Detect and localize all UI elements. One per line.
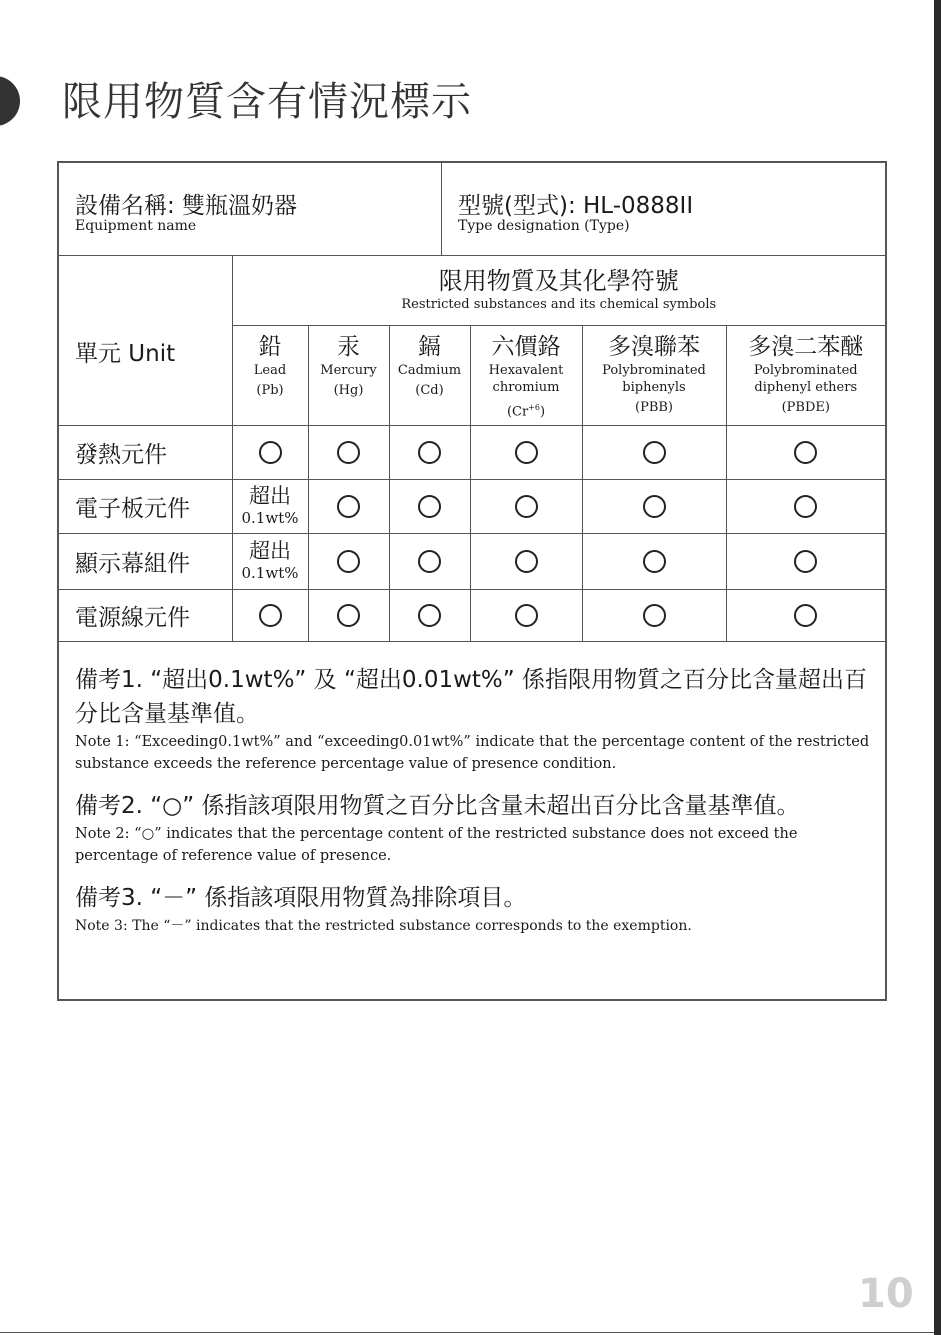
column-header-lead bbox=[232, 325, 308, 425]
column-symbol: $(Cr^{+6})$ bbox=[506, 402, 546, 419]
table-row bbox=[59, 589, 885, 641]
substances-table bbox=[59, 255, 885, 642]
column-en: Polybrominated biphenyls bbox=[602, 362, 706, 395]
column-symbol: (Pb) bbox=[256, 382, 284, 398]
page-edge-bar bbox=[934, 0, 941, 1335]
cell-ok bbox=[308, 589, 389, 641]
equipment-name-en: Equipment name bbox=[75, 218, 197, 234]
cell-ok bbox=[582, 479, 726, 533]
row-label: 電子板元件 bbox=[59, 479, 232, 533]
cell-ok bbox=[582, 425, 726, 479]
circle-mark-icon bbox=[515, 441, 538, 464]
table-row bbox=[59, 533, 885, 589]
type-designation-cell bbox=[442, 163, 885, 255]
circle-mark-icon bbox=[794, 550, 817, 573]
cell-exceeds bbox=[232, 479, 308, 533]
cell-ok bbox=[726, 589, 885, 641]
equipment-name: 設備名稱: 雙瓶溫奶器 bbox=[75, 193, 298, 219]
column-zh: 汞 bbox=[337, 333, 360, 360]
circle-mark-icon bbox=[418, 604, 441, 627]
column-header-pbde bbox=[726, 325, 885, 425]
row-label: 發熱元件 bbox=[59, 425, 232, 479]
group-title: 限用物質及其化學符號 bbox=[438, 266, 679, 295]
column-symbol: (Cd) bbox=[415, 382, 444, 398]
cell-ok bbox=[726, 425, 885, 479]
column-symbol: (Hg) bbox=[333, 382, 364, 398]
circle-mark-icon bbox=[515, 550, 538, 573]
equipment-info-row bbox=[59, 163, 885, 256]
cell-ok bbox=[470, 425, 582, 479]
equipment-name-cell bbox=[59, 163, 442, 255]
circle-mark-icon bbox=[643, 604, 666, 627]
circle-mark-icon bbox=[259, 441, 282, 464]
page-bottom-rule bbox=[0, 1332, 934, 1333]
note-3-zh: 備考3. “－” 係指該項限用物質為排除項目。 bbox=[75, 885, 527, 911]
cell-ok bbox=[232, 589, 308, 641]
circle-mark-icon bbox=[418, 550, 441, 573]
column-en: Lead bbox=[253, 362, 287, 378]
column-en: Cadmium bbox=[397, 362, 462, 378]
restricted-substances-declaration bbox=[57, 161, 887, 1001]
circle-mark-icon bbox=[337, 550, 360, 573]
cell-ok bbox=[726, 533, 885, 589]
group-title-en: Restricted substances and its chemical symbols bbox=[401, 296, 717, 312]
type-designation-en: Type designation (Type) bbox=[458, 218, 630, 234]
column-zh: 六價鉻 bbox=[491, 333, 561, 360]
table-row bbox=[59, 425, 885, 479]
column-header-cadmium bbox=[389, 325, 470, 425]
column-symbol: (PBB) bbox=[635, 399, 673, 415]
section-tab-marker bbox=[0, 76, 20, 126]
page-number: 10 bbox=[858, 1271, 914, 1317]
circle-mark-icon bbox=[643, 550, 666, 573]
cell-ok bbox=[470, 589, 582, 641]
type-designation: 型號(型式): HL-0888II bbox=[458, 193, 694, 219]
circle-mark-icon bbox=[643, 441, 666, 464]
circle-mark-icon bbox=[515, 604, 538, 627]
cell-ok bbox=[389, 589, 470, 641]
column-header-hexavalent-chromium bbox=[470, 325, 582, 425]
cell-ok bbox=[582, 533, 726, 589]
note-2-en: Note 2: “○” indicates that the percentage content of the restricted substance does not exceed the percentage of reference value of presence. bbox=[75, 826, 798, 864]
column-en: Hexavalent chromium bbox=[488, 362, 564, 395]
note-1-zh: 備考1. “超出0.1wt%” 及 “超出0.01wt%” 係指限用物質之百分比含量超出百分比含量基準值。 bbox=[75, 667, 868, 727]
cell-ok bbox=[308, 533, 389, 589]
column-en: Polybrominated diphenyl ethers bbox=[753, 362, 858, 395]
exceed-label: 超出 bbox=[249, 539, 291, 563]
cell-ok bbox=[308, 479, 389, 533]
circle-mark-icon bbox=[337, 441, 360, 464]
cell-ok bbox=[582, 589, 726, 641]
row-label: 顯示幕組件 bbox=[59, 533, 232, 589]
unit-label: 單元 Unit bbox=[75, 341, 176, 367]
circle-mark-icon bbox=[794, 604, 817, 627]
column-zh: 鉛 bbox=[258, 333, 282, 360]
circle-mark-icon bbox=[794, 495, 817, 518]
cell-ok bbox=[726, 479, 885, 533]
note-1-en: Note 1: “Exceeding0.1wt%” and “exceeding0.01wt%” indicate that the percentage content of the restricted substance exceeds the reference percentage value of presence condition. bbox=[75, 734, 870, 772]
page-title: 限用物質含有情況標示 bbox=[62, 79, 472, 125]
cell-ok bbox=[389, 425, 470, 479]
row-label: 電源線元件 bbox=[59, 589, 232, 641]
circle-mark-icon bbox=[259, 604, 282, 627]
circle-mark-icon bbox=[794, 441, 817, 464]
column-zh: 鎘 bbox=[418, 333, 441, 360]
table-row bbox=[59, 479, 885, 533]
circle-mark-icon bbox=[337, 604, 360, 627]
substances-group-header bbox=[232, 255, 885, 325]
circle-mark-icon bbox=[515, 495, 538, 518]
unit-header bbox=[59, 255, 232, 425]
cell-ok bbox=[389, 533, 470, 589]
circle-mark-icon bbox=[418, 441, 441, 464]
column-zh: 多溴二苯醚 bbox=[748, 333, 864, 360]
column-en: Mercury bbox=[320, 362, 377, 378]
cell-ok bbox=[308, 425, 389, 479]
circle-mark-icon bbox=[418, 495, 441, 518]
cell-ok bbox=[470, 479, 582, 533]
column-header-mercury bbox=[308, 325, 389, 425]
exceed-value: 0.1wt% bbox=[241, 509, 299, 527]
cell-exceeds bbox=[232, 533, 308, 589]
note-3-en: Note 3: The “－” indicates that the restricted substance corresponds to the exemption. bbox=[75, 918, 692, 934]
note-2-zh: 備考2. “○” 係指該項限用物質之百分比含量未超出百分比含量基準值。 bbox=[75, 793, 800, 819]
circle-mark-icon bbox=[643, 495, 666, 518]
notes-section bbox=[75, 663, 875, 937]
exceed-label: 超出 bbox=[249, 484, 291, 508]
cell-ok bbox=[389, 479, 470, 533]
column-zh: 多溴聯苯 bbox=[608, 333, 700, 360]
column-header-pbb bbox=[582, 325, 726, 425]
cell-ok bbox=[470, 533, 582, 589]
circle-mark-icon bbox=[337, 495, 360, 518]
cell-ok bbox=[232, 425, 308, 479]
exceed-value: 0.1wt% bbox=[241, 564, 299, 582]
column-symbol: (PBDE) bbox=[781, 399, 830, 415]
